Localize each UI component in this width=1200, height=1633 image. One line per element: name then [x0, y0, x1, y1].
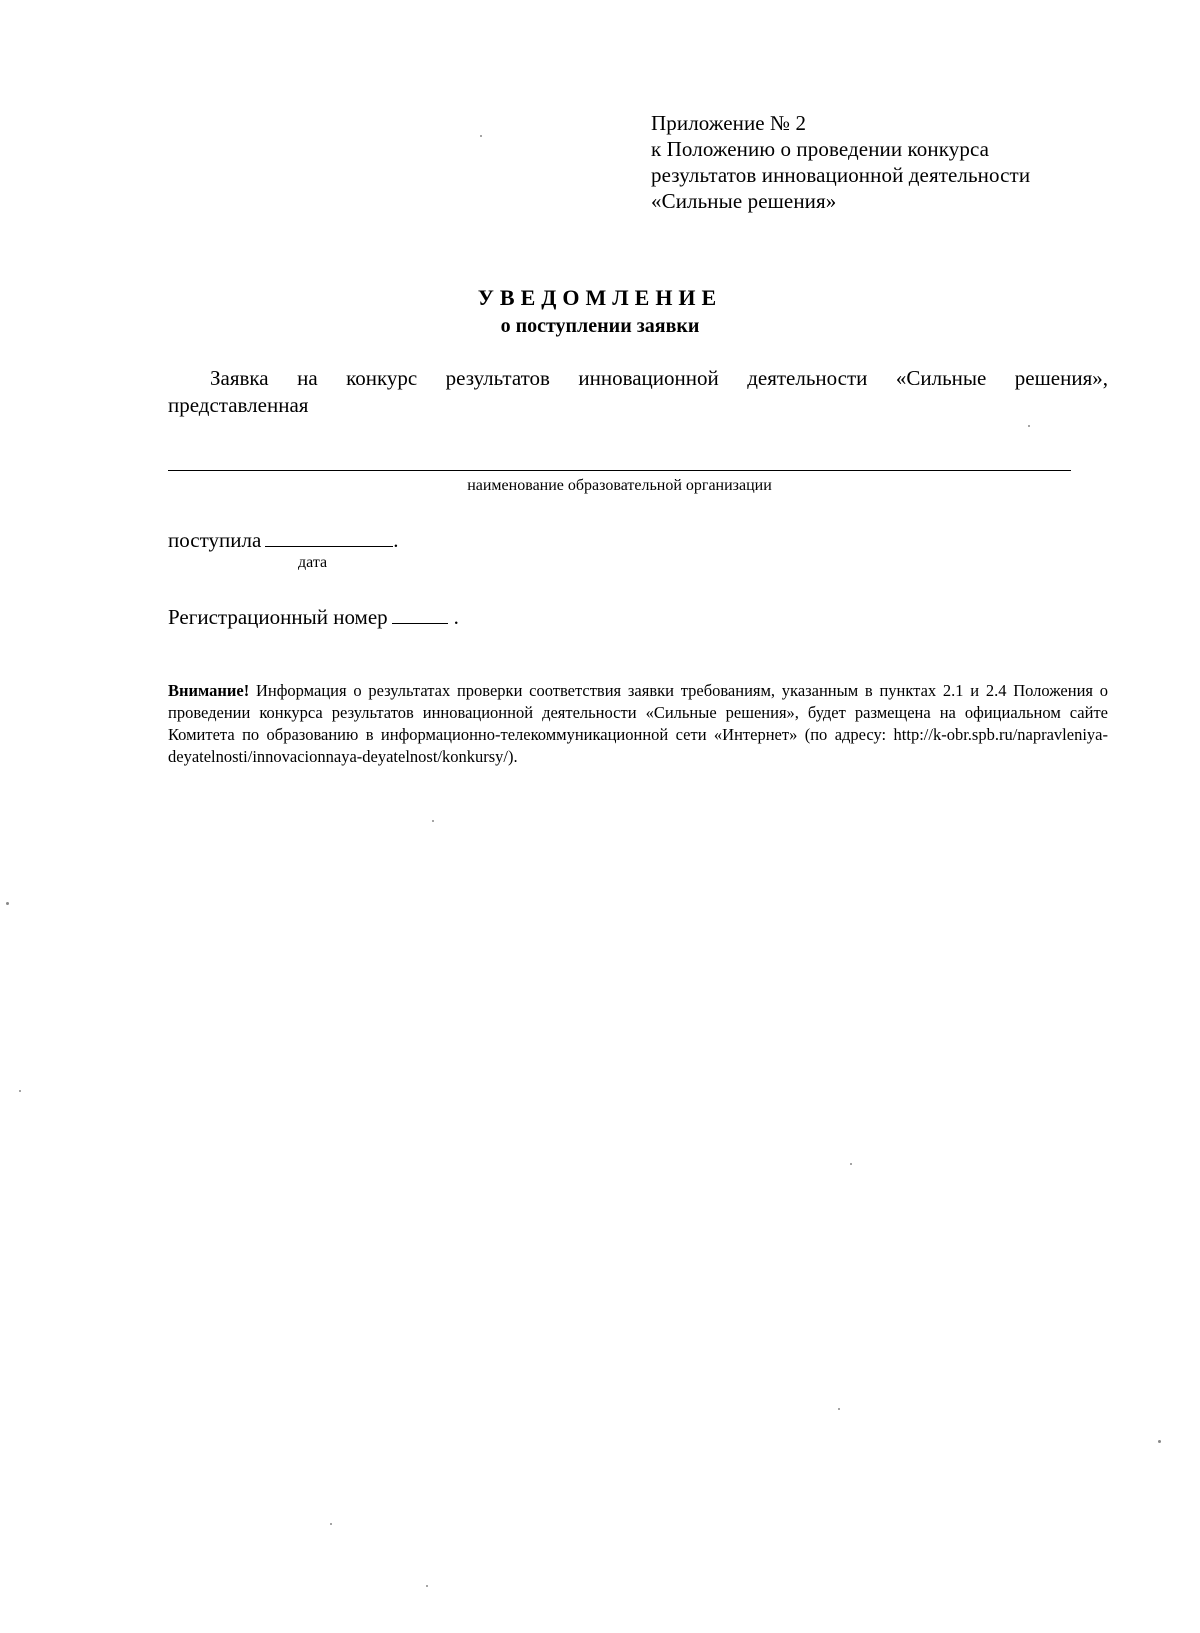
notice-paragraph — [168, 680, 1108, 768]
scan-speck — [1028, 425, 1030, 427]
registration-period: . — [453, 605, 459, 629]
registration-row — [168, 603, 459, 630]
scan-speck — [426, 1585, 428, 1587]
registration-label: Регистрационный номер — [168, 605, 388, 629]
received-period: . — [393, 528, 399, 552]
appendix-reference-line: «Сильные решения» — [651, 189, 837, 213]
date-caption: дата — [298, 554, 328, 571]
intro-line: Заявка на конкурс результатов инновационной деятельности «Сильные решения», — [210, 366, 1108, 390]
scan-speck — [6, 902, 9, 905]
appendix-number: Приложение № 2 — [651, 111, 807, 135]
scan-speck — [850, 1163, 852, 1165]
notice-attention-label: Внимание! — [168, 681, 250, 700]
notice-text: Информация о результатах проверки соответствия заявки требованиям, указанным в пунктах 2.1 и 2.4 Положения о проведении конкурса результатов инновационной деятельности «Сильные решения», будет размещена на официальном сайте Комитета по образованию в информационно-телекоммуникационной сети «Интернет» (по адресу: http://k-obr.spb.ru/napravleniya-deyatelnosti/innovacionnaya-deyatelnost/konkursy/). — [168, 681, 1108, 766]
scan-speck — [19, 1090, 21, 1092]
organization-name-caption: наименование образовательной организации — [467, 477, 772, 494]
scan-speck — [330, 1523, 332, 1525]
received-date-field[interactable] — [265, 526, 393, 547]
appendix-reference-line: результатов инновационной деятельности — [651, 163, 1031, 187]
registration-number-field[interactable] — [392, 603, 448, 624]
intro-paragraph — [168, 365, 1108, 419]
document-subtitle: о поступлении заявки — [500, 315, 700, 337]
intro-line: представленная — [168, 393, 309, 417]
received-row — [168, 526, 399, 553]
organization-name-field[interactable] — [168, 470, 1071, 471]
scan-speck — [1158, 1440, 1161, 1443]
scan-speck — [838, 1408, 840, 1410]
received-label: поступила — [168, 528, 262, 552]
appendix-header — [651, 110, 1121, 214]
scan-speck — [432, 820, 434, 822]
document-title: УВЕДОМЛЕНИЕ — [477, 285, 723, 310]
scan-speck — [480, 135, 482, 137]
appendix-reference-line: к Положению о проведении конкурса — [651, 137, 990, 161]
